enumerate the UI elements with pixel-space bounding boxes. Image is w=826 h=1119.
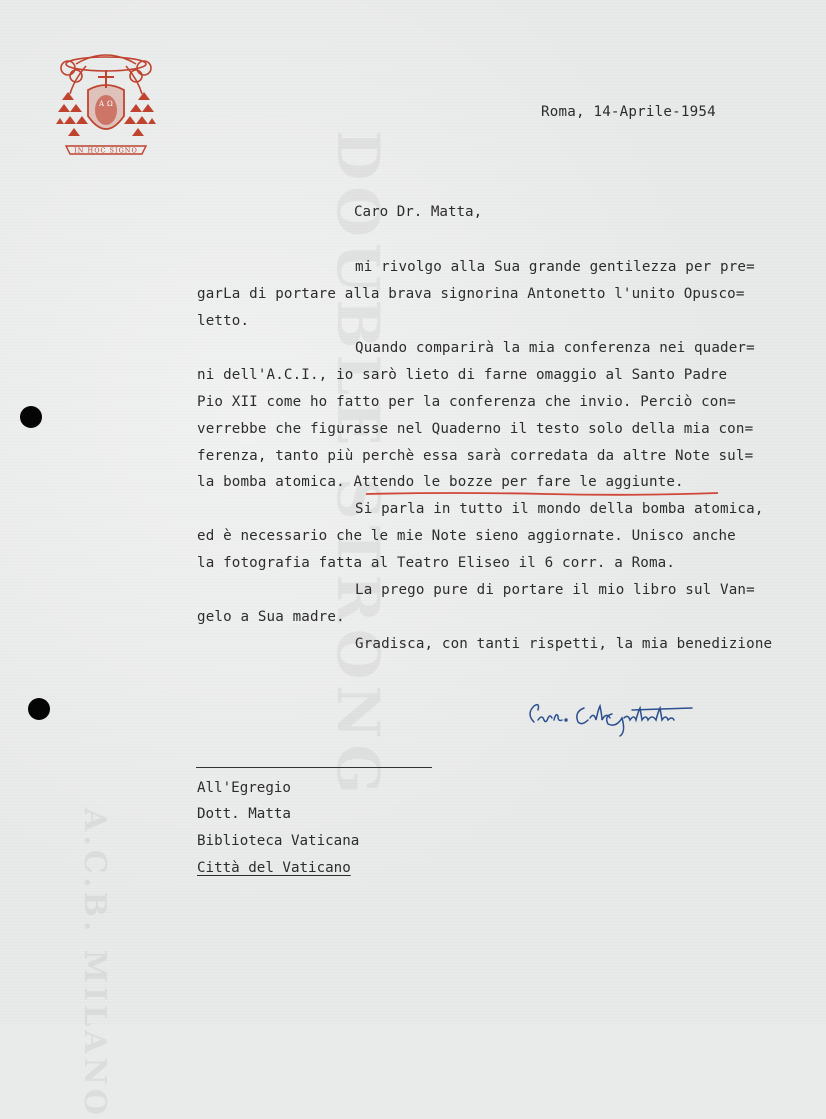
body-line: garLa di portare alla brava signorina Antonetto l'unito Opusco=	[197, 286, 745, 302]
body-line: la bomba atomica. Attendo le bozze per fare le aggiunte.	[197, 474, 684, 490]
body-line: Quando comparirà la mia conferenza nei quader=	[355, 340, 755, 356]
body-line: Gradisca, con tanti rispetti, la mia benedizione	[355, 636, 773, 652]
crest-motto: IN HOC SIGNO	[74, 146, 138, 155]
body-line: Pio XII come ho fatto per la conferenza che invio. Perciò con=	[197, 394, 736, 410]
letter-greeting: Caro Dr. Matta,	[354, 204, 483, 220]
address-line: Biblioteca Vaticana	[197, 833, 360, 849]
handwritten-signature	[524, 698, 696, 740]
body-line: ni dell'A.C.I., io sarò lieto di farne omaggio al Santo Padre	[197, 367, 728, 383]
signature-text: Card. Celso Costantini	[524, 738, 538, 739]
address-line: Dott. Matta	[197, 806, 291, 822]
punch-hole	[28, 698, 50, 720]
red-pencil-underline	[366, 491, 718, 497]
address-separator	[196, 767, 432, 768]
body-line: La prego pure di portare il mio libro sul Van=	[355, 582, 755, 598]
watermark-main: DOUBLE STRONG	[324, 130, 392, 800]
body-line: verrebbe che figurasse nel Quaderno il testo solo della mia con=	[197, 421, 754, 437]
watermark-small: A.C.B. MILANO	[77, 808, 112, 1119]
body-line: la fotografia fatta al Teatro Eliseo il 6 corr. a Roma.	[197, 555, 676, 571]
letter-date: Roma, 14-Aprile-1954	[541, 104, 716, 120]
body-line: gelo a Sua madre.	[197, 609, 345, 625]
address-line: Città del Vaticano	[197, 860, 351, 876]
svg-text:Ω: Ω	[107, 100, 113, 108]
body-line: ferenza, tanto più perchè essa sarà corredata da altre Note sul=	[197, 448, 754, 464]
punch-hole	[20, 406, 42, 428]
body-line: Si parla in tutto il mondo della bomba atomica,	[355, 501, 764, 517]
address-line: All'Egregio	[197, 780, 291, 796]
body-line: letto.	[197, 313, 250, 329]
body-line: mi rivolgo alla Sua grande gentilezza per pre=	[355, 259, 755, 275]
body-line: ed è necessario che le mie Note sieno aggiornate. Unisco anche	[197, 528, 736, 544]
cardinal-crest-icon	[56, 50, 156, 162]
svg-text:A: A	[99, 100, 105, 108]
